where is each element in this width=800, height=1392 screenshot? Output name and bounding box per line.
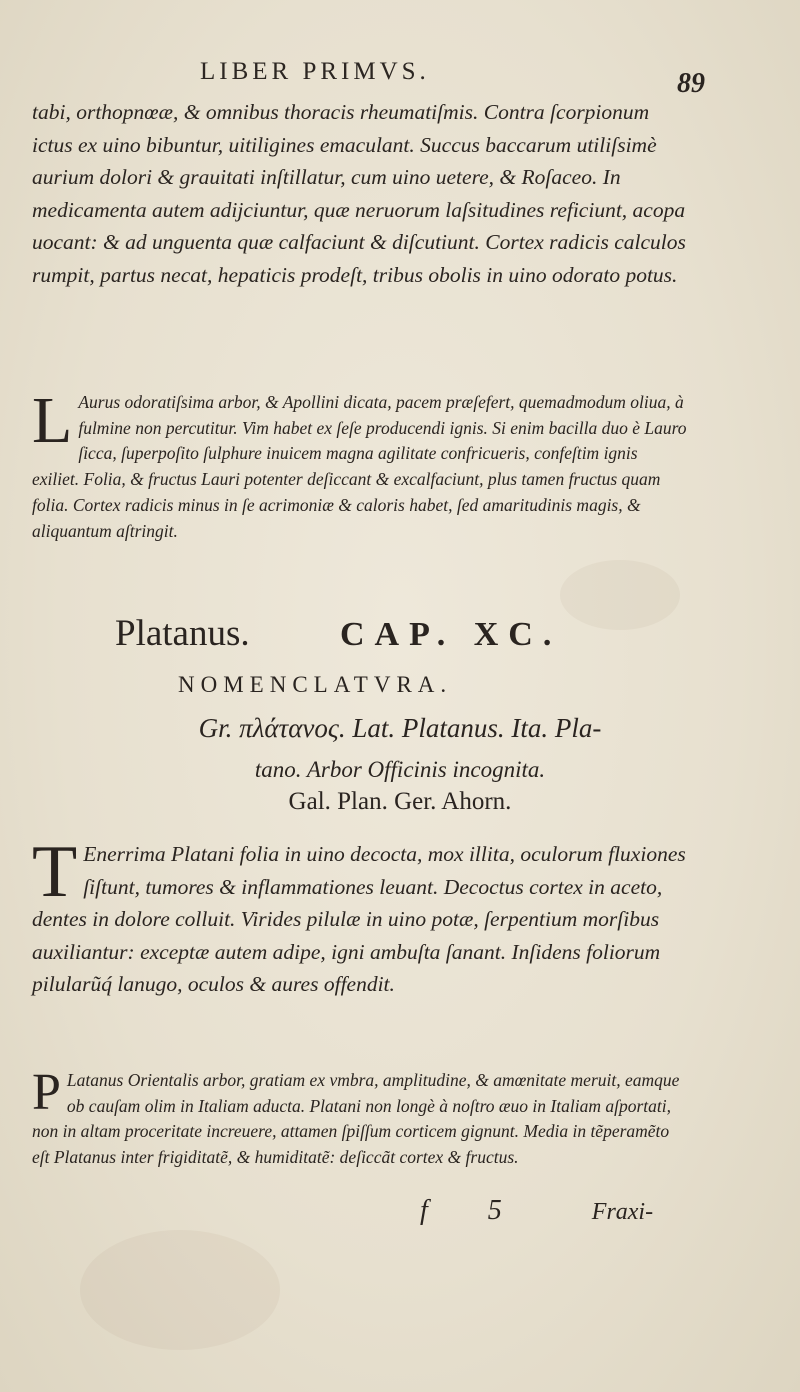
- paragraph-body: Latanus Orientalis arbor, gratiam ex vmbra, amplitudine, & amœnitate meruit, eamque ob cauſam olim in Italiam aducta. Platani non longè à noſtro æuo in Italiam aſportati, non in altam proceritate increuere, attamen ſpiſſum corticem gignunt. Media in tẽperamẽto eſt Platanus inter frigiditatẽ, & humiditatẽ: deſiccãt cortex & fructus.: [32, 1070, 680, 1168]
- chapter-heading: [115, 612, 715, 660]
- paragraph-body: Aurus odoratiſsima arbor, & Apollini dicata, pacem præſefert, quemadmodum oliua, à fulmine non percutitur. Vim habet ex ſeſe producendi ignis. Si enim bacilla duo è Lauro ſicca, ſuperpoſito ſulphure inuicem magna agilitate confricueris, confeſtim ignis exiliet. Folia, & fructus Lauri potenter deſiccant & excalfaciunt, plus tamen fructus quam folia. Cortex radicis minus in ſe acrimoniæ & caloris habet, ſed amaritudinis magis, & aliquantum aſtringit.: [32, 392, 687, 541]
- signature-mark: f: [420, 1195, 428, 1226]
- drop-initial: L: [32, 384, 73, 457]
- paragraph-text: [32, 384, 687, 544]
- synonyms-line: tano. Arbor Officinis incognita.: [254, 757, 546, 782]
- paragraph-laurus-end: [32, 96, 687, 291]
- page-number: 89: [677, 68, 705, 99]
- catchword: Fraxi-: [591, 1199, 654, 1225]
- chapter-number: CAP. XC.: [340, 616, 562, 653]
- paragraph-body: Enerrima Platani folia in uino decocta, mox illita, oculorum fluxiones ſiſtunt, tumores & inflammationes leuant. Decoctus cortex in aceto, dentes in dolore colluit. Virides pilulæ in uino potæ, ſerpentium morſibus auxiliantur: exceptæ autem adipe, igni ambuſta ſanant. Inſidens foliorum pilularũq́ lanugo, oculos & aures offendit.: [32, 842, 686, 996]
- drop-initial: T: [32, 831, 78, 913]
- paragraph-text: tabi, orthopnœæ, & omnibus thoracis rheumatiſmis. Contra ſcorpionum ictus ex uino bibuntur, uitiligines emaculant. Succus baccarum utiliſsimè aurium dolori & grauitati inſtillatur, cum uino uetere, & Roſaceo. In medicamenta autem adijciuntur, quæ neruorum laſsitudines reficiunt, acopa uocant: & ad unguenta quæ calfaciunt & diſcutiunt. Cortex radicis calculos rumpit, partus necat, hepaticis prodeſt, tribus obolis in uino odorato potus.: [32, 100, 686, 287]
- page-header: [0, 58, 800, 98]
- paragraph-platanus-virtues: [32, 831, 687, 1001]
- nomenclatura-title: NOMENCLATVRA.: [178, 672, 453, 697]
- synonyms-line: Gr. πλάτανος. Lat. Platanus. Ita. Pla-: [198, 713, 602, 743]
- synonyms-line: Gal. Plan. Ger. Ahorn.: [288, 788, 512, 815]
- paper-stain: [80, 1230, 280, 1350]
- signature-line: [420, 1195, 653, 1227]
- paragraph-laurus: [32, 384, 687, 544]
- paragraph-platanus-description: [32, 1064, 687, 1171]
- drop-initial: P: [32, 1064, 61, 1121]
- running-title: LIBER PRIMVS.: [200, 58, 430, 85]
- chapter-name: Platanus.: [115, 613, 250, 654]
- paragraph-text: [32, 1064, 687, 1171]
- paragraph-text: [32, 831, 687, 1001]
- signature-mark: 5: [487, 1195, 502, 1226]
